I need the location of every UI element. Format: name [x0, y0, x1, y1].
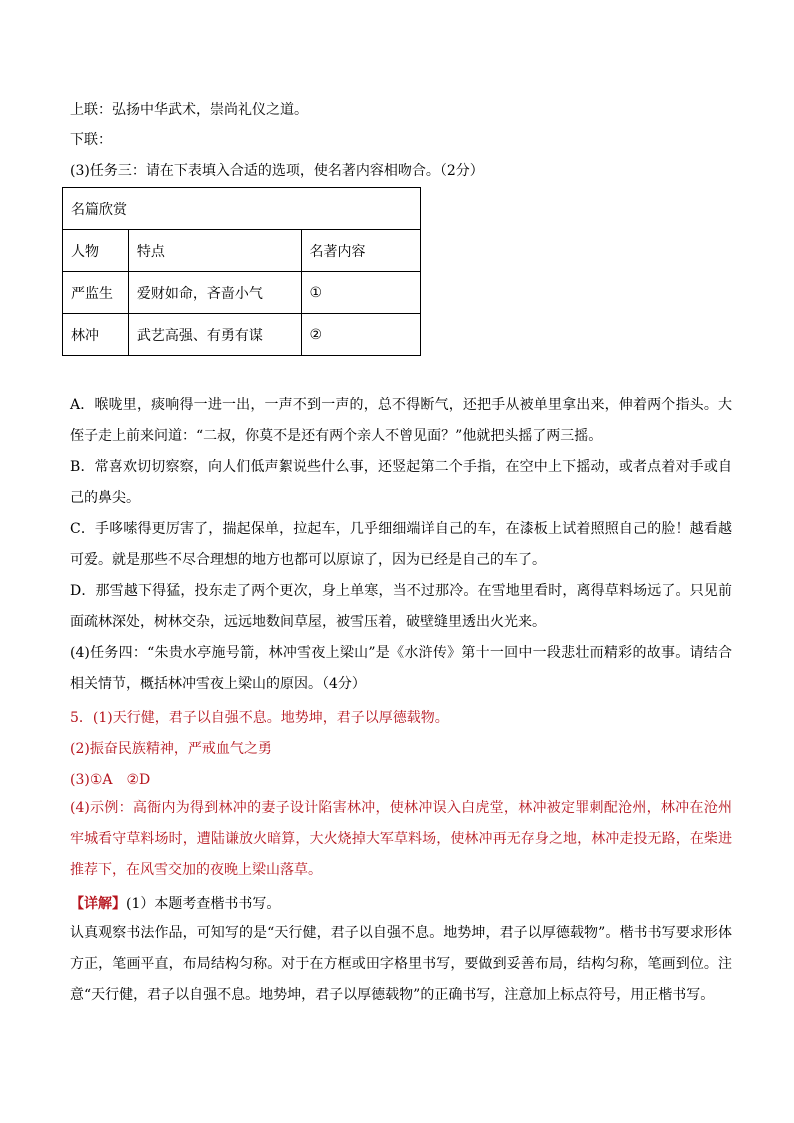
- option-a: A．喉咙里，痰响得一进一出，一声不到一声的，总不得断气，还把手从被单里拿出来，伸着两个指头。大侄子走上前来问道：“二叔，你莫不是还有两个亲人不曾见面？”他就把头摇了两三摇。: [70, 397, 732, 444]
- header-content: 名著内容: [301, 230, 421, 272]
- table-row: [63, 272, 421, 314]
- task3-instruction: (3)任务三：请在下表填入合适的选项，使名著内容相吻合。（2分）: [70, 163, 484, 179]
- cell-person: 严监生: [63, 272, 129, 314]
- lower-couplet: 下联：: [70, 132, 112, 148]
- cell-trait: 爱财如命，吝啬小气: [128, 272, 301, 314]
- header-trait: 特点: [128, 230, 301, 272]
- answer-2: (2)振奋民族精神，严戒血气之勇: [70, 741, 272, 757]
- answer-3: (3)①A ②D: [70, 772, 151, 788]
- table-title-row: [63, 188, 421, 230]
- option-d: D．那雪越下得猛，投东走了两个更次，身上单寒，当不过那冷。在雪地里看时，离得草料场远了。只见前面疏林深处，树林交杂，远远地数间草屋，被雪压着，破壁缝里透出火光来。: [70, 583, 732, 630]
- cell-content: ①: [301, 272, 421, 314]
- detail-body: 认真观察书法作品，可知写的是“天行健，君子以自强不息。地势坤，君子以厚德载物”。楷书书写要求形体方正，笔画平直，布局结构匀称。对于在方框或田字格里书写，要做到妥善布局，结构匀称，笔画到位。注意“天行健，君子以自强不息。地势坤，君子以厚德载物”的正确书写，注意加上标点符号，用正楷书写。: [70, 925, 732, 1003]
- answer-4: (4)示例：高衙内为得到林冲的妻子设计陷害林冲，使林冲误入白虎堂，林冲被定罪刺配沧州，林冲在沧州牢城看守草料场时，遭陆谦放火暗算，大火烧掉大军草料场，使林冲再无存身之地，林冲走投无路，在柴进推荐下，在风雪交加的夜晚上梁山落草。: [70, 800, 732, 878]
- option-b: B．常喜欢切切察察，向人们低声絮说些什么事，还竖起第二个手指，在空中上下摇动，或者点着对手或自己的鼻尖。: [70, 459, 732, 506]
- table-title: 名篇欣赏: [63, 188, 421, 230]
- option-c: C．手哆嗦得更厉害了，揣起保单，拉起车，几乎细细端详自己的车，在漆板上试着照照自己的脸！越看越可爱。就是那些不尽合理想的地方也都可以原谅了，因为已经是自己的车了。: [70, 521, 732, 568]
- works-table: [62, 187, 421, 356]
- table-header-row: [63, 230, 421, 272]
- task4-instruction: (4)任务四：“朱贵水亭施号箭，林冲雪夜上梁山”是《水浒传》第十一回中一段悲壮而精彩的故事。请结合相关情节，概括林冲雪夜上梁山的原因。（4分）: [70, 645, 732, 692]
- header-person: 人物: [63, 230, 129, 272]
- detail-heading: [70, 894, 280, 914]
- upper-couplet: 上联：弘扬中华武术，崇尚礼仪之道。: [70, 102, 308, 118]
- answer-1: 5．(1)天行健，君子以自强不息。地势坤，君子以厚德载物。: [70, 710, 449, 726]
- cell-content: ②: [301, 314, 421, 356]
- cell-trait: 武艺高强、有勇有谋: [128, 314, 301, 356]
- cell-person: 林冲: [63, 314, 129, 356]
- detail-head: (1）本题考查楷书书写。: [126, 896, 281, 912]
- table-row: [63, 314, 421, 356]
- detail-tag: 【详解】: [70, 896, 126, 912]
